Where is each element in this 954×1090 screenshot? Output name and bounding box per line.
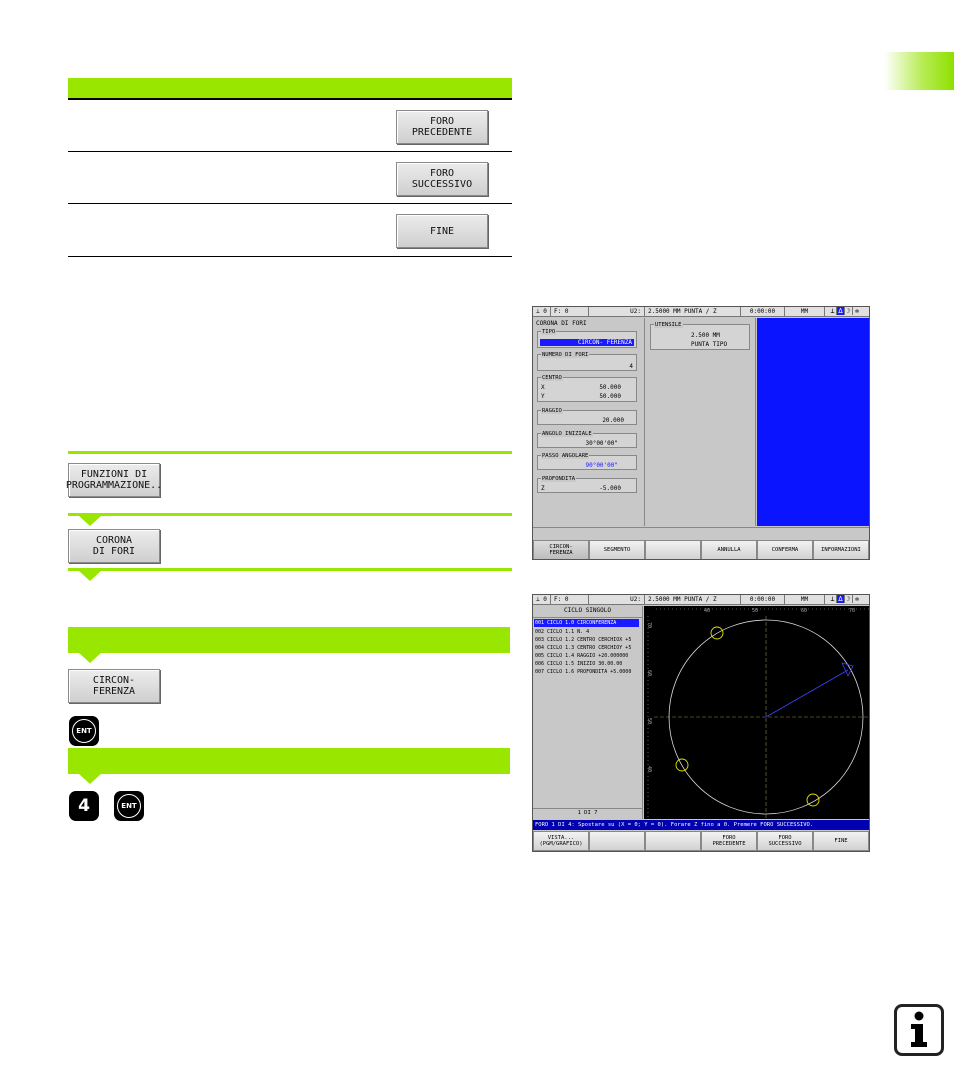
hole-marker — [807, 794, 819, 806]
axis-indicator — [533, 595, 551, 604]
ruler-label: 60 — [646, 670, 652, 677]
step-arrow — [79, 774, 101, 784]
step-arrow — [79, 516, 101, 526]
utensile-box — [650, 324, 750, 350]
step-arrow — [79, 653, 101, 663]
angolo-iniziale-field[interactable] — [537, 433, 637, 448]
program-line[interactable]: 004 CICLO 1.3 CENTRO CERCHIOY +5 — [535, 645, 632, 651]
x-value: 50.000 — [599, 384, 621, 391]
blue-display-area — [757, 318, 870, 526]
y-label: Y — [541, 393, 545, 400]
utensile-diameter: 2.500 MM — [691, 332, 720, 339]
passo-label: PASSO ANGOLARE — [542, 453, 589, 459]
passo-angolare-field[interactable] — [537, 455, 637, 470]
graphic-view — [644, 606, 870, 819]
funzioni-di-programmazione-button[interactable]: FUNZIONI DI PROGRAMMAZIONE.. — [68, 463, 160, 497]
down-arrow-icon: ⊥ — [536, 308, 540, 315]
program-list-panel — [533, 606, 643, 819]
softkey-fine[interactable]: FINE — [813, 831, 869, 851]
table-divider — [68, 203, 512, 204]
table-divider — [68, 98, 512, 100]
axis-value: 0 — [543, 308, 547, 315]
softkey-segmento[interactable]: SEGMENTO — [589, 540, 645, 560]
utensile-type: PUNTA TIPO — [691, 341, 728, 348]
info-icon — [894, 1004, 944, 1056]
ruler-label: 60 — [801, 608, 808, 614]
step-separator — [68, 513, 512, 516]
foro-precedente-button[interactable]: FORO PRECEDENTE — [396, 110, 488, 144]
softkey-annulla[interactable]: ANNULLA — [701, 540, 757, 560]
softkey-bar — [533, 540, 869, 560]
delta-icon: ∆ — [837, 595, 845, 603]
message-bar: FORO 1 DI 4: Spostare su (X = 0; Y = 0). Forare Z fino a 0. Premere FORO SUCCESSIVO. — [533, 820, 869, 830]
ruler-label: 70 — [646, 622, 652, 629]
program-line[interactable]: 007 CICLO 1.6 PROFONDITA +5.0000 — [535, 669, 632, 675]
x-label: X — [541, 384, 545, 391]
down-arrow-icon: ⊥ — [536, 596, 540, 603]
axis-indicator — [533, 307, 551, 316]
tool-status: 2.5000 MM PUNTA / Z — [645, 595, 741, 604]
axis-value: 0 — [543, 596, 547, 603]
fine-button[interactable]: FINE — [396, 214, 488, 248]
tipo-value: CIRCON- FERENZA — [540, 339, 634, 346]
softkey-empty[interactable] — [589, 831, 645, 851]
status-bar — [533, 307, 869, 317]
screen-ciclo-singolo-graphic — [532, 594, 870, 852]
program-list-title: CICLO SINGOLO — [564, 607, 611, 614]
moon-icon: ☽ — [845, 595, 853, 603]
z-value: -5.000 — [599, 485, 621, 492]
z-label: Z — [541, 485, 545, 492]
elapsed-time: 0:00:00 — [741, 595, 785, 604]
utensile-label: UTENSILE — [655, 322, 682, 328]
tool-icon: ⊥ — [829, 595, 837, 603]
profondita-field[interactable] — [537, 478, 637, 493]
program-line[interactable]: 003 CICLO 1.2 CENTRO CERCHIOX +5 — [535, 637, 632, 643]
ent-key-label: ENT — [117, 794, 141, 818]
form-panel — [533, 318, 645, 526]
divider — [533, 808, 642, 809]
table-divider — [68, 151, 512, 152]
unit-status: MM — [785, 595, 825, 604]
y-value: 50.000 — [599, 393, 621, 400]
angolo-label: ANGOLO INIZIALE — [542, 431, 592, 437]
elapsed-time: 0:00:00 — [741, 307, 785, 316]
softkey-circonferenza[interactable]: CIRCON- FERENZA — [533, 540, 589, 560]
passo-value: 90°00'00" — [585, 462, 618, 469]
chapter-tab — [884, 52, 954, 90]
delta-icon: ∆ — [837, 307, 845, 315]
utensile-panel — [646, 318, 756, 526]
number-4-key[interactable]: 4 — [69, 791, 99, 821]
softkey-empty[interactable] — [645, 831, 701, 851]
step-separator — [68, 568, 512, 571]
softkey-empty[interactable] — [645, 540, 701, 560]
ruler-label: 50 — [752, 608, 759, 614]
ent-key-label: ENT — [72, 719, 96, 743]
message-line — [533, 527, 869, 539]
raggio-field[interactable] — [537, 410, 637, 425]
tipo-field[interactable] — [537, 331, 637, 348]
profondita-label: PROFONDITA — [542, 476, 576, 482]
softkey-conferma[interactable]: CONFERMA — [757, 540, 813, 560]
centro-y-row — [541, 393, 633, 400]
ent-key[interactable] — [69, 716, 99, 746]
raggio-value: 20.000 — [602, 417, 624, 424]
numero-value: 4 — [629, 363, 633, 370]
corona-di-fori-button[interactable]: CORONA DI FORI — [68, 529, 160, 563]
step-header-numero — [68, 748, 510, 774]
u2-label: U2: — [589, 595, 645, 604]
divider — [533, 617, 642, 618]
program-line[interactable]: 005 CICLO 1.4 RAGGIO +20.000000 — [535, 653, 629, 659]
centro-x-row — [541, 384, 633, 391]
step-header-tipo — [68, 627, 510, 653]
centro-label: CENTRO — [542, 375, 562, 381]
screen-corona-di-fori-form — [532, 306, 870, 560]
softkey-bar — [533, 831, 869, 851]
form-title: CORONA DI FORI — [536, 320, 587, 327]
u2-label: U2: — [589, 307, 645, 316]
program-line[interactable]: 002 CICLO 1.1 N. 4 — [535, 629, 590, 635]
tipo-label: TIPO — [542, 329, 556, 335]
numero-di-fori-field[interactable] — [537, 354, 637, 371]
raggio-label: RAGGIO — [542, 408, 562, 414]
angolo-value: 30°00'00" — [585, 440, 618, 447]
table-header — [68, 78, 512, 98]
gear-icon: ✲ — [854, 595, 860, 603]
numero-label: NUMERO DI FORI — [542, 352, 589, 358]
step-separator — [68, 451, 512, 454]
gear-icon: ✲ — [854, 307, 860, 315]
start-angle-line — [766, 670, 848, 717]
tool-icon: ⊥ — [829, 307, 837, 315]
profondita-z-row — [541, 485, 633, 492]
status-bar — [533, 595, 869, 605]
softkey-foro-successivo[interactable]: FORO SUCCESSIVO — [757, 831, 813, 851]
program-line[interactable]: 006 CICLO 1.5 INIZIO 30.00.00 — [535, 661, 623, 667]
page-indicator: 1 DI 7 — [577, 810, 598, 816]
program-line-selected[interactable]: 001 CICLO 1.0 CIRCONFERENZA — [534, 619, 639, 627]
graphic-canvas — [644, 606, 870, 819]
ruler-label: 40 — [646, 766, 652, 773]
ent-key[interactable] — [114, 791, 144, 821]
feed-rate: F: 0 — [551, 307, 589, 316]
ruler-label: 40 — [704, 608, 711, 614]
centro-field[interactable] — [537, 377, 637, 402]
softkey-vista[interactable]: VISTA... (PGM/GRAFICO) — [533, 831, 589, 851]
table-divider — [68, 256, 512, 257]
circonferenza-button[interactable]: CIRCON- FERENZA — [68, 669, 160, 703]
feed-rate: F: 0 — [551, 595, 589, 604]
tool-status: 2.5000 MM PUNTA / Z — [645, 307, 741, 316]
ruler-label: 50 — [646, 718, 652, 725]
ruler-label: 70 — [849, 608, 856, 614]
moon-icon: ☽ — [845, 307, 853, 315]
info-glyph — [904, 1011, 934, 1049]
softkey-foro-precedente[interactable]: FORO PRECEDENTE — [701, 831, 757, 851]
foro-successivo-button[interactable]: FORO SUCCESSIVO — [396, 162, 488, 196]
unit-status: MM — [785, 307, 825, 316]
step-arrow — [79, 571, 101, 581]
softkey-informazioni[interactable]: INFORMAZIONI — [813, 540, 869, 560]
